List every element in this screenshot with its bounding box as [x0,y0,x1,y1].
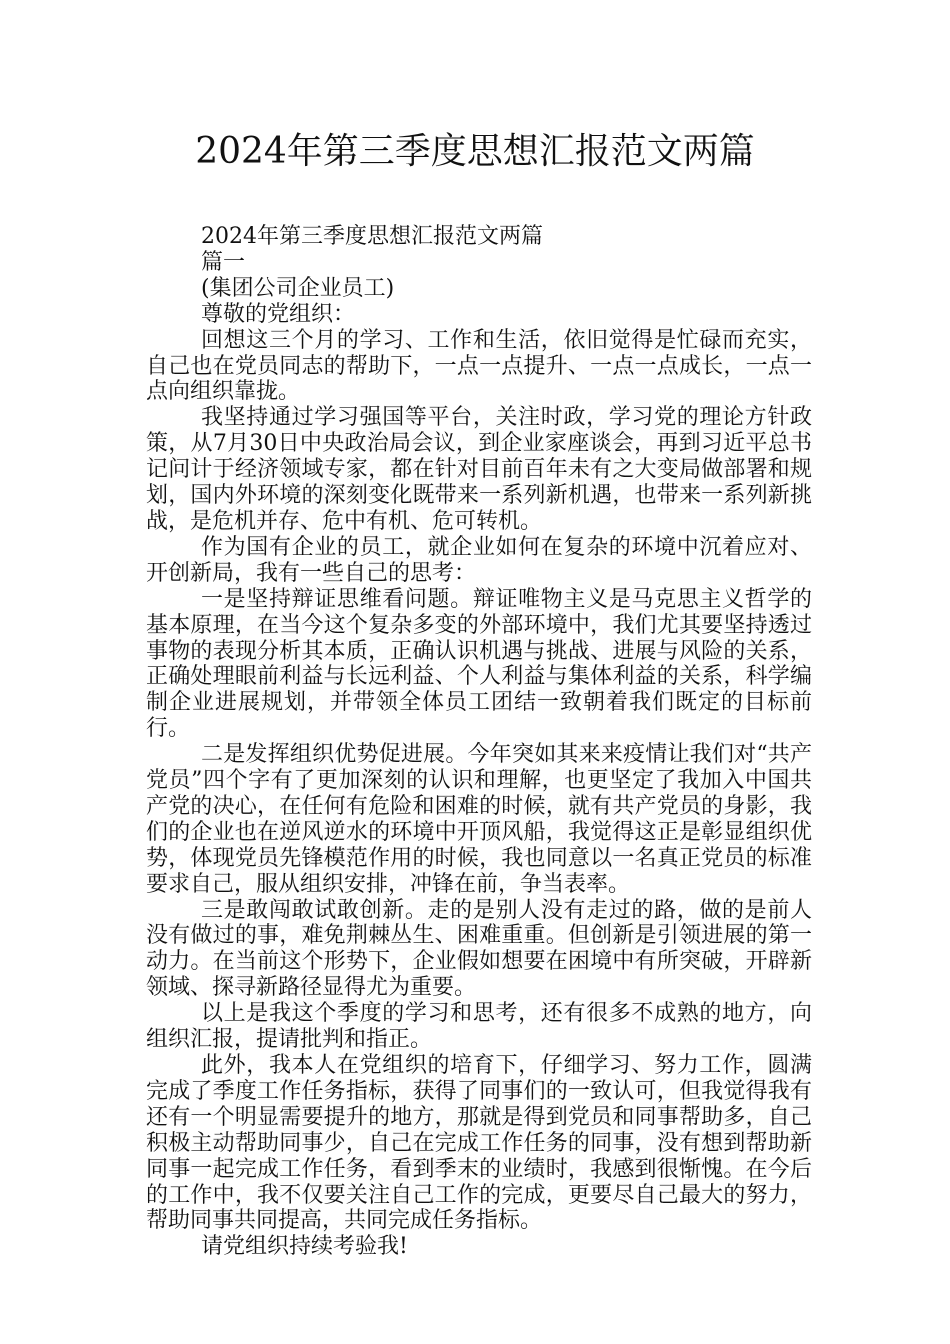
paragraph-summary: 以上是我这个季度的学习和思考，还有很多不成熟的地方，向组织汇报，提请批判和指正。 [146,1001,812,1053]
document-title: 2024年第三季度思想汇报范文两篇 [195,131,755,172]
paragraph-self-review: 此外，我本人在党组织的培育下，仔细学习、努力工作，圆满完成了季度工作任务指标，获得了同事们的一致认可，但我觉得我有还有一个明显需要提升的地方，那就是得到党员和同事帮助多，自己积极主动帮助同事少，自己在完成工作任务的同事，没有想到帮助新同事一起完成工作任务，看到季末的业绩时，我感到很惭愧。在今后的工作中，我不仅要关注自己工作的完成，更要尽自己最大的努力，帮助同事共同提高，共同完成任务指标。 [146,1053,812,1234]
paragraph-reflection: 回想这三个月的学习、工作和生活，依旧觉得是忙碌而充实，自己也在党员同志的帮助下，一点一点提升、一点一点成长，一点一点向组织靠拢。 [146,327,812,405]
paragraph-study: 我坚持通过学习强国等平台，关注时政，学习党的理论方针政策，从7月30日中央政治局会议，到企业家座谈会，再到习近平总书记问计于经济领域专家，都在针对目前百年未有之大变局做部署和规划，国内外环境的深刻变化既带来一系列新机遇，也带来一系列新挑战，是危机并存、危中有机、危可转机。 [146,405,812,534]
paragraph-point-three: 三是敢闯敢试敢创新。走的是别人没有走过的路，做的是前人没有做过的事，难免荆棘丛生、困难重重。但创新是引领进展的第一动力。在当前这个形势下，企业假如想要在困境中有所突破，开辟新领域、探寻新路径显得尤为重要。 [146,897,812,1001]
paragraph-point-one: 一是坚持辩证思维看问题。辩证唯物主义是马克思主义哲学的基本原理，在当今这个复杂多变的外部环境中，我们尤其要坚持透过事物的表现分析其本质，正确认识机遇与挑战、进展与风险的关系，正确处理眼前利益与长远利益、个人利益与集体利益的关系，科学编制企业进展规划，并带领全体员工团结一致朝着我们既定的目标前行。 [146,586,812,742]
document-body [146,224,812,1260]
salutation: 尊敬的党组织： [201,301,356,327]
paragraph-point-two: 二是发挥组织优势促进展。今年突如其来来疫情让我们对“共产党员”四个字有了更加深刻的认识和理解，也更坚定了我加入中国共产党的决心，在任何有危险和困难的时候，就有共产党员的身影，我们的企业也在逆风逆水的环境中开顶风船，我觉得这正是彰显组织优势，体现党员先锋模范作用的时候，我也同意以一名真正党员的标准要求自己，服从组织安排，冲锋在前，争当表率。 [146,742,812,897]
paragraph-thinking: 作为国有企业的员工，就企业如何在复杂的环境中沉着应对、开创新局，我有一些自己的思考： [146,534,812,586]
subtitle-line: 2024年第三季度思想汇报范文两篇 [201,224,543,249]
paragraph-closing: 请党组织持续考验我! [201,1234,408,1260]
author-note: (集团公司企业员工) [201,275,395,301]
part-label: 篇一 [201,249,246,275]
